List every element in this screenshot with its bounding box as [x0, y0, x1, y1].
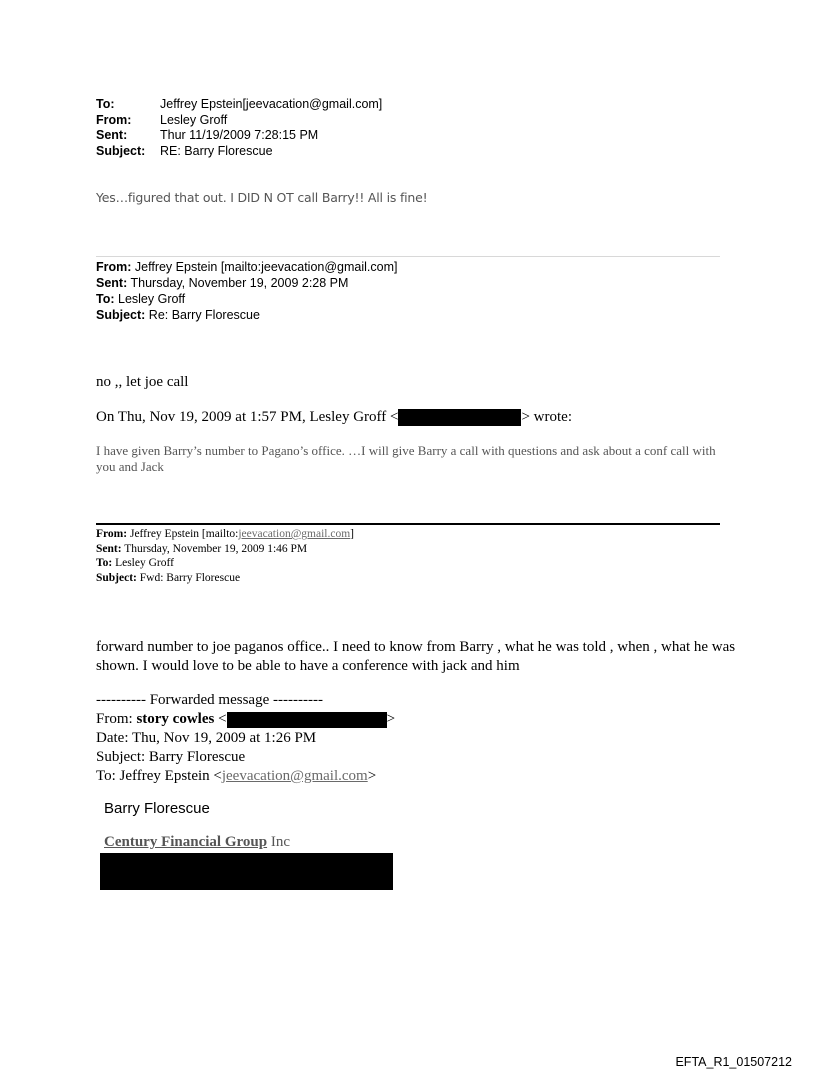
forwarded-to-row [96, 767, 395, 786]
sent-label: Sent: [96, 542, 122, 555]
header-sent-row [96, 542, 354, 557]
document-id: EFTA_R1_01507212 [675, 1055, 792, 1069]
sender-name: story cowles [136, 711, 215, 727]
forwarded-subject-row: Subject: Barry Florescue [96, 749, 246, 765]
header-sent-row [96, 275, 397, 291]
from-value: Jeffrey Epstein [mailto: [127, 528, 239, 540]
email-header-1 [96, 97, 382, 159]
to-label: To: [96, 557, 113, 569]
header-subject-row [96, 144, 382, 160]
header-subject-row [96, 571, 354, 586]
header-to-row [96, 556, 354, 571]
sent-label: Sent: [96, 276, 128, 290]
to-value: Lesley Groff [114, 292, 186, 306]
email-header-2 [96, 259, 397, 323]
company-suffix: Inc [267, 834, 290, 850]
email-1-body: Yes…figured that out. I DID N OT call Barry!! All is fine! [96, 190, 428, 205]
redaction-box [227, 712, 387, 728]
attribution-text: On Thu, Nov 19, 2009 at 1:57 PM, Lesley Groff < [96, 409, 399, 425]
quote-attribution [96, 409, 572, 426]
header-to-row [96, 291, 397, 307]
sent-label: Sent: [96, 128, 128, 142]
signature-company [104, 834, 290, 851]
company-link[interactable]: Century Financial Group [104, 834, 268, 850]
quoted-message: I have given Barry’s number to Pagano’s office. …I will give Barry a call with questions and ask about a conf call with you and Jack [96, 443, 716, 474]
divider-light [96, 256, 720, 257]
header-from-row [96, 527, 354, 542]
from-prefix: From: [96, 711, 137, 727]
email-link[interactable]: jeevacation@gmail.com [221, 768, 368, 784]
to-label: To: [96, 97, 115, 111]
sent-value: Thursday, November 19, 2009 2:28 PM [127, 276, 349, 290]
from-value: Jeffrey Epstein [mailto:jeevacation@gmail.com] [131, 260, 398, 274]
subject-value: Fwd: Barry Florescue [136, 571, 241, 584]
forwarded-message [96, 691, 395, 786]
to-close: > [367, 768, 377, 784]
signature-name: Barry Florescue [104, 800, 210, 817]
forwarded-date-row: Date: Thu, Nov 19, 2009 at 1:26 PM [96, 730, 317, 746]
from-value: Lesley Groff [160, 112, 228, 127]
forwarded-divider: ---------- Forwarded message ---------- [96, 692, 323, 708]
header-from-row [96, 113, 382, 129]
attribution-wrote: > wrote: [521, 409, 572, 425]
from-open: < [214, 711, 227, 727]
from-close: ] [350, 528, 354, 540]
email-2-body: no ,, let joe call [96, 374, 189, 390]
sent-value: Thur 11/19/2009 7:28:15 PM [160, 128, 319, 142]
header-subject-row [96, 307, 397, 323]
to-value: Lesley Groff [112, 557, 174, 569]
email-3-body: forward number to joe paganos office.. I need to know from Barry , what he was told , when , what he was shown. I would love to be able to have a conference with jack and him [96, 639, 736, 674]
redaction-box [398, 409, 521, 426]
subject-value: Re: Barry Florescue [145, 308, 260, 322]
divider-dark [96, 523, 720, 525]
sent-value: Thursday, November 19, 2009 1:46 PM [121, 542, 308, 555]
header-from-row [96, 259, 397, 275]
header-to-row [96, 97, 382, 113]
subject-value: RE: Barry Florescue [160, 143, 273, 158]
redaction-box [100, 853, 393, 890]
subject-label: Subject: [96, 308, 146, 322]
from-label: From: [96, 528, 128, 540]
from-close: > [386, 711, 396, 727]
from-label: From: [96, 260, 132, 274]
subject-label: Subject: [96, 143, 146, 158]
subject-label: Subject: [96, 571, 137, 584]
to-value: Jeffrey Epstein[jeevacation@gmail.com] [160, 97, 383, 111]
from-label: From: [96, 112, 132, 127]
to-label: To: [96, 292, 115, 306]
email-link[interactable]: jeevacation@gmail.com [238, 528, 351, 540]
header-sent-row [96, 128, 382, 144]
forwarded-from-row [96, 710, 395, 729]
to-prefix: To: Jeffrey Epstein < [96, 768, 222, 784]
email-header-3 [96, 527, 354, 585]
